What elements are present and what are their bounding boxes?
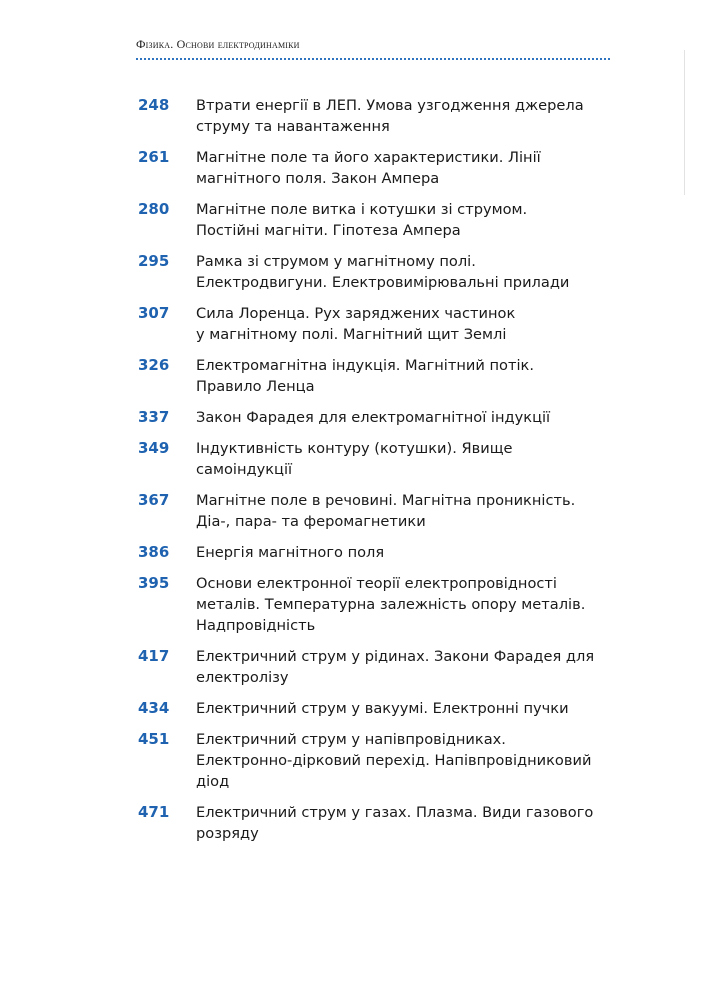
toc-entry[interactable] (138, 355, 608, 397)
toc-entry[interactable] (138, 729, 608, 792)
toc-title-line: магнітного поля. Закон Ампера (196, 170, 440, 187)
toc-page-number: 417 (138, 647, 170, 665)
toc-entry-title (196, 573, 608, 636)
toc-entry[interactable] (138, 698, 608, 719)
page-header (136, 36, 610, 60)
toc-title-line: у магнітному полі. Магнітний щит Землі (196, 326, 507, 343)
toc-entry-title (196, 802, 608, 844)
toc-entry-title (196, 490, 608, 532)
running-title: Фізика. Основи електродинаміки (136, 37, 300, 51)
toc-title-line: Діа-, пара- та феромагнетики (196, 513, 426, 530)
toc-title-line: Надпровідність (196, 617, 316, 634)
toc-entry-title (196, 438, 608, 480)
toc-entry-title (196, 95, 608, 137)
dotted-divider (136, 58, 610, 60)
toc-page-number: 326 (138, 356, 170, 374)
toc-entry[interactable] (138, 303, 608, 345)
toc-entry[interactable] (138, 490, 608, 532)
toc-entry[interactable] (138, 199, 608, 241)
toc-entry[interactable] (138, 802, 608, 844)
toc-title-line: Закон Фарадея для електромагнітної індукції (196, 409, 551, 426)
toc-entry-title (196, 251, 608, 293)
toc-entry-title (196, 698, 608, 719)
toc-title-line: Електродвигуни. Електровимірювальні прилади (196, 274, 570, 291)
toc-title-line: Енергія магнітного поля (196, 544, 385, 561)
toc-entry-title (196, 542, 608, 563)
toc-title-line: Електронно-дірковий перехід. Напівпровідниковий (196, 752, 592, 769)
toc-title-line: Магнітне поле в речовині. Магнітна проникність. (196, 492, 576, 509)
toc-entry[interactable] (138, 407, 608, 428)
toc-entry[interactable] (138, 95, 608, 137)
toc-entry-title (196, 355, 608, 397)
toc-entry-title (196, 199, 608, 241)
toc-title-line: Електричний струм у напівпровідниках. (196, 731, 506, 748)
toc-page-number: 451 (138, 730, 170, 748)
toc-page-number: 395 (138, 574, 170, 592)
toc-page-number: 280 (138, 200, 170, 218)
toc-title-line: Основи електронної теорії електропровідності (196, 575, 557, 592)
toc-title-line: Індуктивність контуру (котушки). Явище (196, 440, 513, 457)
toc-title-line: Магнітне поле та його характеристики. Лінії (196, 149, 541, 166)
toc-title-line: Рамка зі струмом у магнітному полі. (196, 253, 476, 270)
toc-title-line: самоіндукції (196, 461, 293, 478)
toc-title-line: Втрати енергії в ЛЕП. Умова узгодження джерела (196, 97, 584, 114)
toc-title-line: Електричний струм у газах. Плазма. Види газового (196, 804, 594, 821)
toc-page-number: 367 (138, 491, 170, 509)
toc-title-line: Правило Ленца (196, 378, 315, 395)
toc-entry[interactable] (138, 542, 608, 563)
toc-entry-title (196, 407, 608, 428)
toc-title-line: Постійні магніти. Гіпотеза Ампера (196, 222, 461, 239)
toc-title-line: діод (196, 773, 230, 790)
toc-page-number: 337 (138, 408, 170, 426)
toc-title-line: струму та навантаження (196, 118, 390, 135)
toc-page-number: 248 (138, 96, 170, 114)
toc-title-line: Електромагнітна індукція. Магнітний потік. (196, 357, 534, 374)
toc-entry[interactable] (138, 573, 608, 636)
toc-title-line: Електричний струм у вакуумі. Електронні пучки (196, 700, 569, 717)
toc-entry[interactable] (138, 251, 608, 293)
table-of-contents (138, 95, 608, 854)
toc-page-number: 434 (138, 699, 170, 717)
toc-entry-title (196, 303, 608, 345)
toc-entry-title (196, 646, 608, 688)
toc-page-number: 386 (138, 543, 170, 561)
toc-title-line: Сила Лоренца. Рух заряджених частинок (196, 305, 516, 322)
toc-title-line: електролізу (196, 669, 289, 686)
toc-page-number: 471 (138, 803, 170, 821)
toc-title-line: металів. Температурна залежність опору металів. (196, 596, 586, 613)
toc-entry[interactable] (138, 646, 608, 688)
toc-entry-title (196, 147, 608, 189)
toc-title-line: Електричний струм у рідинах. Закони Фарадея для (196, 648, 595, 665)
toc-title-line: розряду (196, 825, 259, 842)
toc-page-number: 261 (138, 148, 170, 166)
toc-entry[interactable] (138, 438, 608, 480)
toc-page-number: 349 (138, 439, 170, 457)
page-edge-line (684, 50, 685, 195)
toc-title-line: Магнітне поле витка і котушки зі струмом. (196, 201, 528, 218)
toc-page-number: 295 (138, 252, 170, 270)
toc-entry-title (196, 729, 608, 792)
toc-page-number: 307 (138, 304, 170, 322)
toc-entry[interactable] (138, 147, 608, 189)
